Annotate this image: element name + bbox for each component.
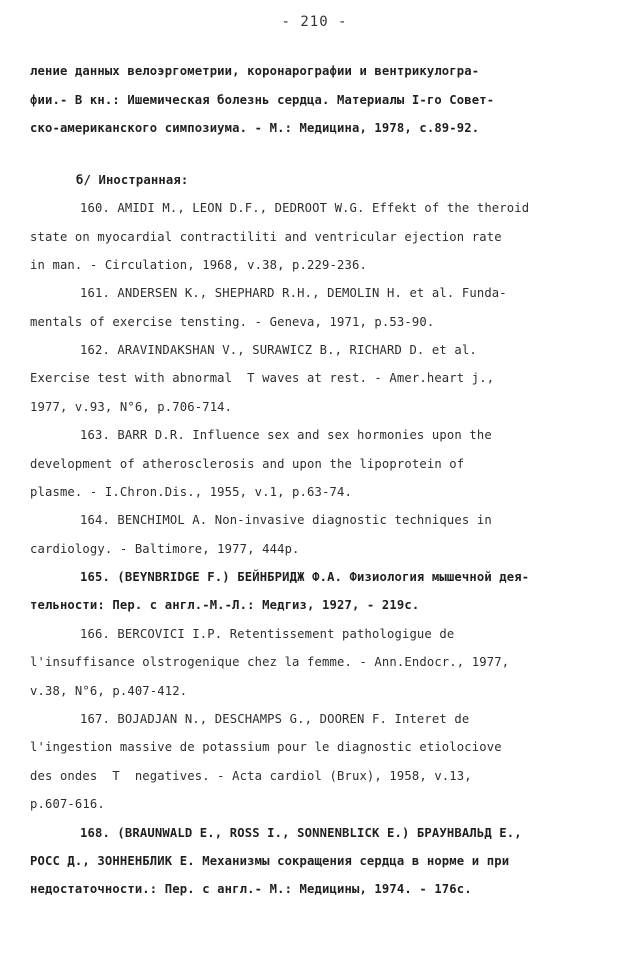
text-line: фии.- В кн.: Ишемическая болезнь сердца. Материалы I-го Совет-: [30, 93, 495, 107]
reference-line: недостаточности.: Пер. с англ.- М.: Медицины, 1974. - 176с.: [30, 882, 472, 896]
reference-line: l'insuffisance olstrogenique chez la femme. - Ann.Endocr., 1977,: [30, 655, 510, 669]
reference-line: 1977, v.93, N°6, p.706-714.: [30, 400, 233, 414]
reference-line: РОСС Д., ЗОННЕНБЛИК Е. Механизмы сокращения сердца в норме и при: [30, 854, 510, 868]
reference-line: plasme. - I.Chron.Dis., 1955, v.1, p.63-74.: [30, 485, 352, 499]
reference-line: des ondes T negatives. - Acta cardiol (Brux), 1958, v.13,: [30, 769, 472, 783]
reference-line: l'ingestion massive de potassium pour le diagnostic etiolociove: [30, 740, 502, 754]
reference-line: тельности: Пер. с англ.-М.-Л.: Медгиз, 1927, - 219с.: [30, 598, 420, 612]
reference-line: v.38, N°6, p.407-412.: [30, 684, 188, 698]
reference-line: mentals of exercise tensting. - Geneva, 1971, p.53-90.: [30, 315, 435, 329]
reference-line: state on myocardial contractiliti and ventricular ejection rate: [30, 230, 502, 244]
text-line: ление данных велоэргометрии, коронарографии и вентрикулогра-: [30, 64, 480, 78]
reference-line: 165. (BEYNBRIDGE F.) БЕЙНБРИДЖ Ф.А. Физиология мышечной дея-: [80, 570, 530, 584]
reference-line: cardiology. - Baltimore, 1977, 444p.: [30, 542, 300, 556]
reference-line: p.607-616.: [30, 797, 105, 811]
reference-line: 163. BARR D.R. Influence sex and sex hormonies upon the: [80, 428, 492, 442]
text-line: ско-американского симпозиума. - М.: Медицина, 1978, с.89-92.: [30, 121, 480, 135]
reference-line: 162. ARAVINDAKSHAN V., SURAWICZ B., RICHARD D. et al.: [80, 343, 477, 357]
reference-line: 164. BENCHIMOL A. Non-invasive diagnostic techniques in: [80, 513, 492, 527]
page-number: - 210 -: [281, 14, 348, 30]
reference-line: development of atherosclerosis and upon the lipoprotein of: [30, 457, 465, 471]
reference-line: 166. BERCOVICI I.P. Retentissement pathologigue de: [80, 627, 455, 641]
section-heading: б/ Иностранная:: [76, 173, 189, 187]
reference-line: 161. ANDERSEN K., SHEPHARD R.H., DEMOLIN H. et al. Funda-: [80, 286, 507, 300]
reference-line: in man. - Circulation, 1968, v.38, p.229-236.: [30, 258, 367, 272]
reference-line: 167. BOJADJAN N., DESCHAMPS G., DOOREN F. Interet de: [80, 712, 470, 726]
reference-line: Exercise test with abnormal T waves at rest. - Amer.heart j.,: [30, 371, 495, 385]
reference-line: 160. AMIDI M., LEON D.F., DEDROOT W.G. Effekt of the theroid: [80, 201, 530, 215]
reference-line: 168. (BRAUNWALD E., ROSS I., SONNENBLICK E.) БРАУНВАЛЬД Е.,: [80, 826, 522, 840]
